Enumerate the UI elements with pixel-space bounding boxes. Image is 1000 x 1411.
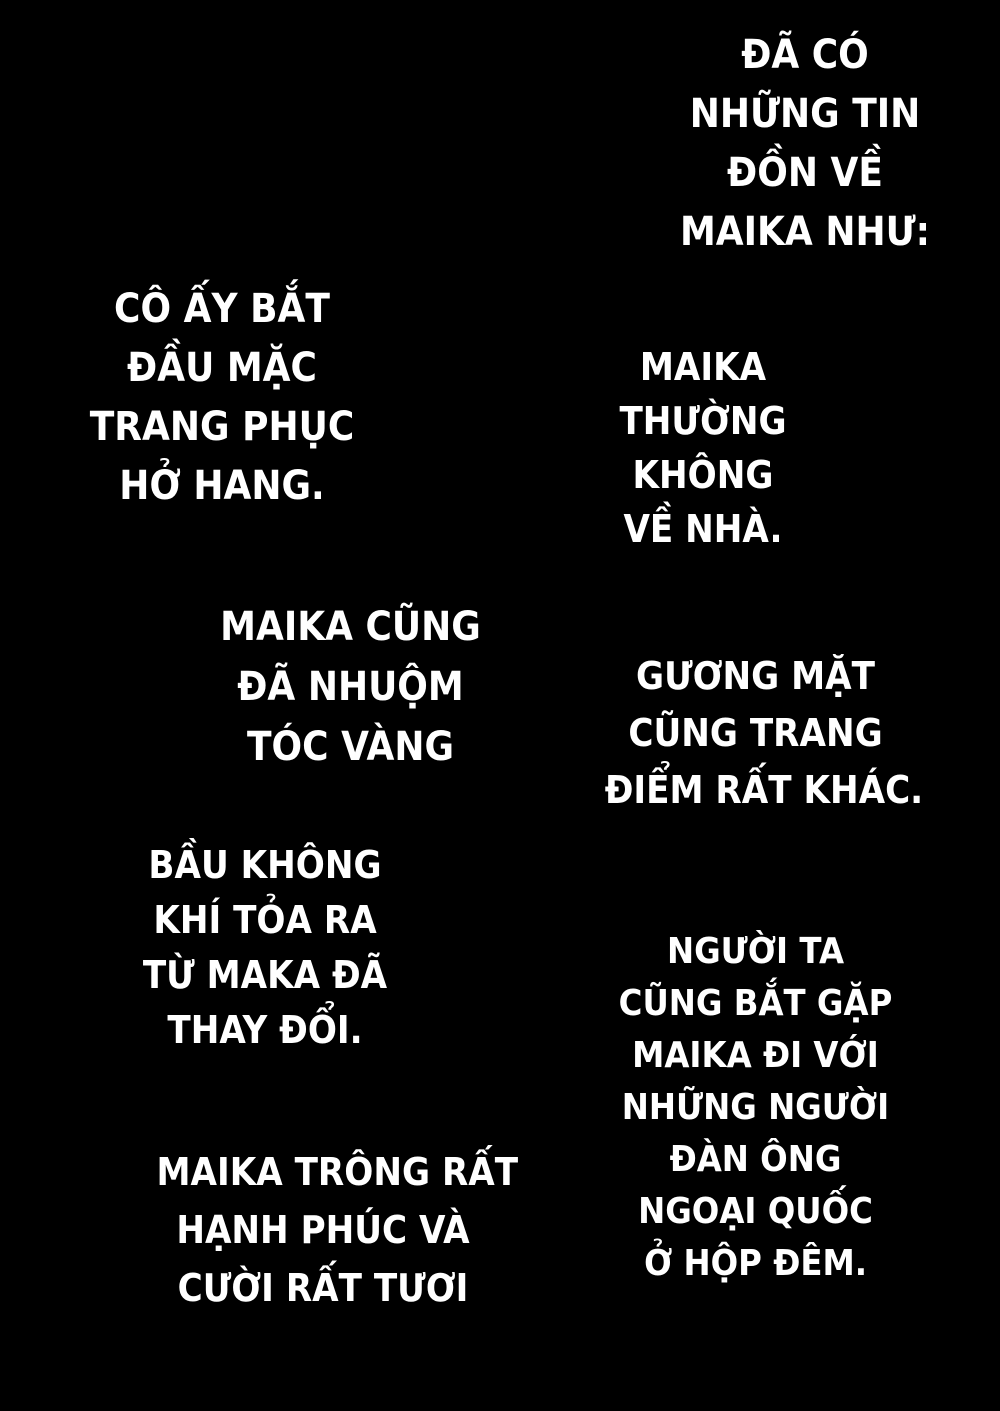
text-line: ĐỒN VỀ [727,150,883,196]
text-line: HỞ HANG. [119,463,325,509]
text-line: MAIKA ĐI VỚI [632,1035,879,1076]
text-line: KHÔNG [632,453,774,497]
text-line: MAIKA TRÔNG RẤT [156,1150,519,1194]
text-block-aura-changed [117,838,414,1058]
text-line: VỀ NHÀ. [623,507,783,551]
text-line: BẦU KHÔNG [148,843,382,887]
text-line: CÔ ẤY BẮT [114,286,330,332]
text-block-different-makeup [604,648,924,819]
text-block-not-coming-home [555,340,852,556]
text-line: CƯỜI RẤT TƯƠI [177,1266,469,1310]
text-line: MAIKA [639,345,767,389]
text-line: NHỮNG NGƯỜI [621,1087,890,1128]
text-line: TỪ MAKA ĐÃ [142,953,388,997]
text-block-looks-happy [156,1143,519,1317]
text-line: GƯƠNG MẶT [636,654,875,698]
text-line: NGOẠI QUỐC [638,1191,873,1232]
text-line: Ở HỘP ĐÊM. [643,1243,868,1284]
text-line: TÓC VÀNG [246,724,455,770]
text-line: CŨNG BẮT GẶP [618,983,893,1024]
text-line: KHÍ TỎA RA [153,898,377,942]
text-line: THƯỜNG [619,399,787,443]
text-line: TRANG PHỤC [89,404,355,450]
text-line: ĐẦU MẶC [127,345,317,391]
text-line: NGƯỜI TA [666,931,845,972]
text-line: NHỮNG TIN [689,91,921,137]
text-block-revealing-clothes [69,280,375,516]
text-line: MAIKA NHƯ: [679,209,931,255]
text-line: CŨNG TRANG [628,711,883,755]
text-line: ĐÀN ÔNG [669,1139,842,1180]
text-line: ĐÃ CÓ [741,32,869,78]
text-block-seen-at-nightclub [605,926,907,1290]
text-line: MAIKA CŨNG [220,604,481,650]
text-line: THAY ĐỔI. [167,1008,363,1052]
text-block-dyed-hair [200,597,502,777]
text-line: ĐÃ NHUỘM [237,664,464,710]
text-block-rumors-intro [652,26,958,262]
text-line: ĐIỂM RẤT KHÁC. [604,768,924,812]
text-line: HẠNH PHÚC VÀ [176,1208,470,1252]
